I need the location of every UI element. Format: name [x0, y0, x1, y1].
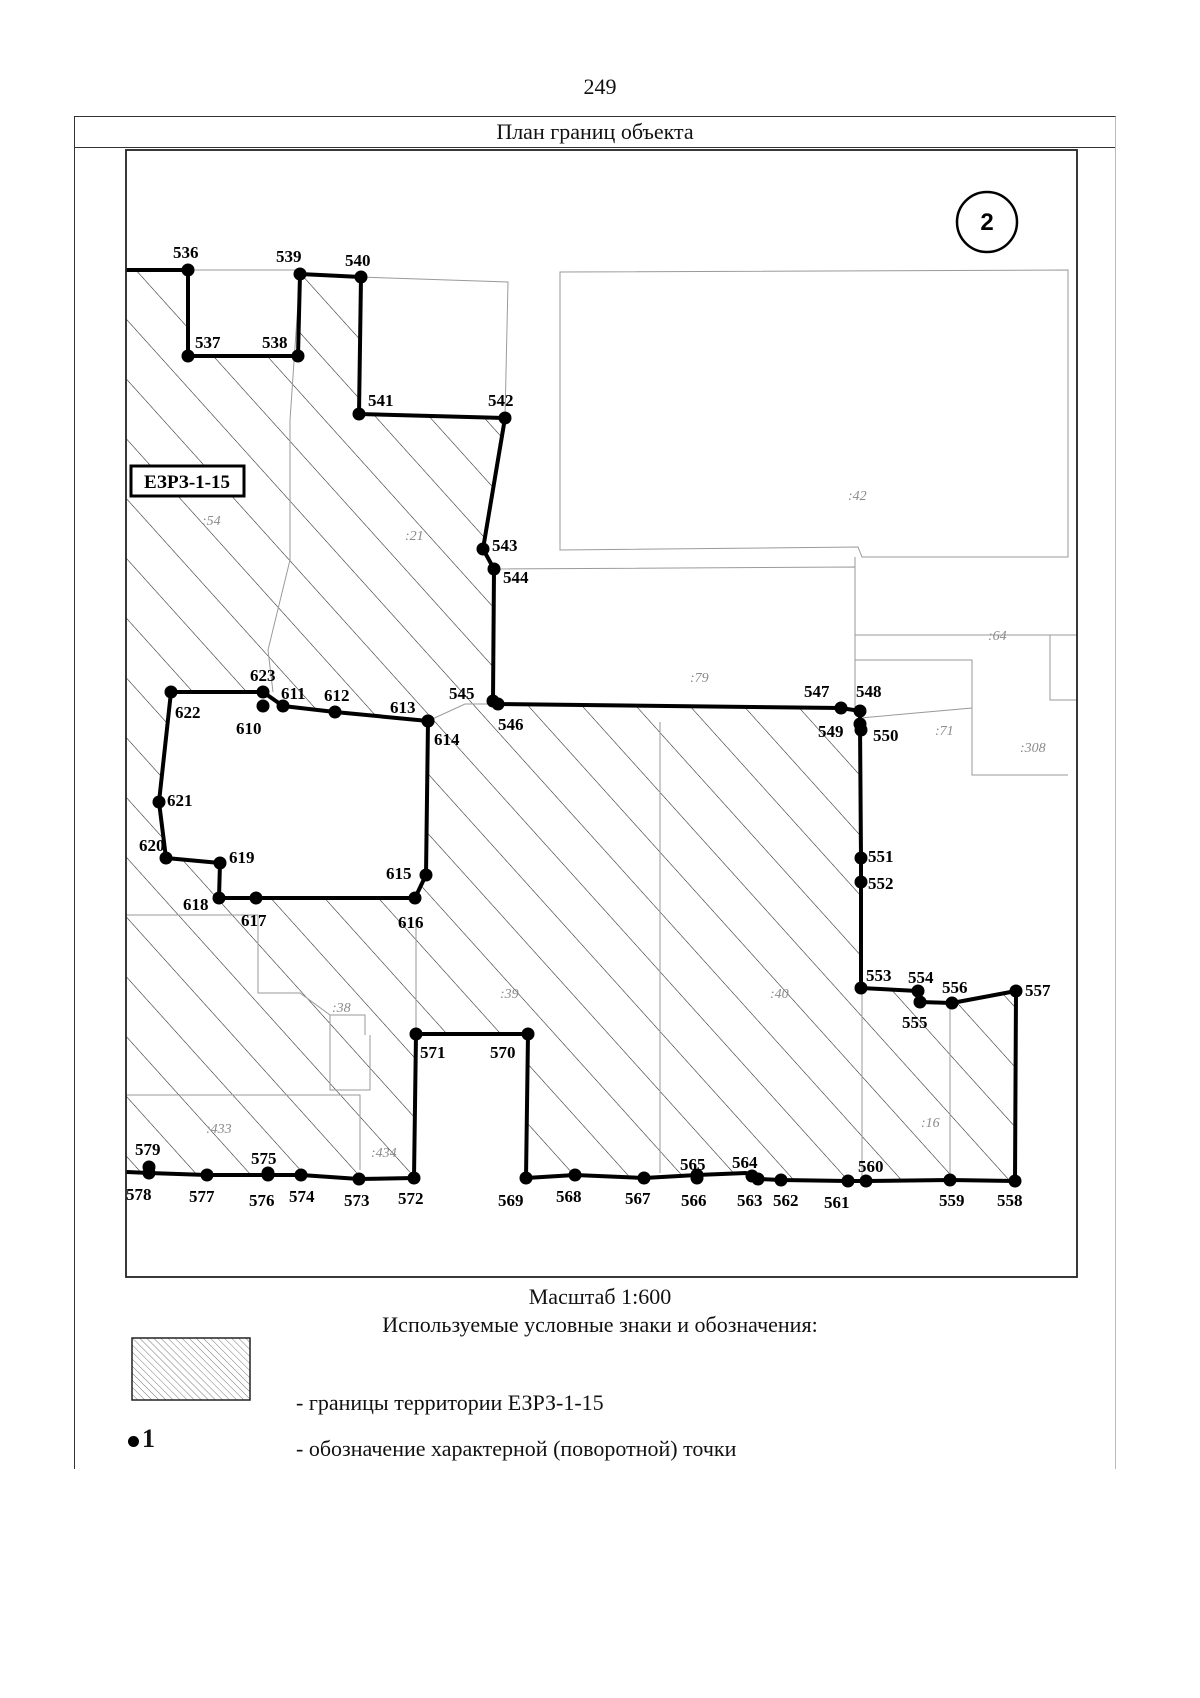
- point-label: 566: [681, 1191, 707, 1210]
- parcel-label: :71: [935, 724, 954, 739]
- point-marker: [854, 705, 867, 718]
- legend-point-number: 1: [142, 1424, 155, 1453]
- point-label: 550: [873, 726, 899, 745]
- point-label: 610: [236, 719, 262, 738]
- point-marker: [855, 876, 868, 889]
- point-label: 542: [488, 391, 514, 410]
- point-label: 551: [868, 847, 894, 866]
- point-marker: [182, 350, 195, 363]
- point-marker: [855, 724, 868, 737]
- point-label: 562: [773, 1191, 799, 1210]
- point-marker: [165, 686, 178, 699]
- point-label: 613: [390, 698, 416, 717]
- page-number: 249: [583, 74, 617, 99]
- point-marker: [353, 408, 366, 421]
- point-label: 540: [345, 251, 371, 270]
- point-marker: [355, 271, 368, 284]
- point-label: 541: [368, 391, 394, 410]
- point-marker: [488, 563, 501, 576]
- point-label: 558: [997, 1191, 1023, 1210]
- point-marker: [842, 1175, 855, 1188]
- point-marker: [410, 1028, 423, 1041]
- parcel-label: :38: [332, 1001, 351, 1016]
- point-label: 553: [866, 966, 892, 985]
- point-marker: [569, 1169, 582, 1182]
- parcel-label: :21: [405, 529, 424, 544]
- point-marker: [250, 892, 263, 905]
- point-label: 612: [324, 686, 350, 705]
- point-marker: [408, 1172, 421, 1185]
- legend-point-symbol: [128, 1424, 155, 1454]
- point-label: 561: [824, 1193, 850, 1212]
- point-label: 568: [556, 1187, 582, 1206]
- point-label: 611: [281, 684, 306, 703]
- point-marker: [860, 1175, 873, 1188]
- point-marker: [292, 350, 305, 363]
- point-label: 614: [434, 730, 460, 749]
- parcel-label: :308: [1020, 741, 1046, 756]
- point-label: 571: [420, 1043, 446, 1062]
- point-marker: [257, 686, 270, 699]
- sheet-number: 2: [980, 209, 994, 236]
- point-marker: [295, 1169, 308, 1182]
- point-label: 573: [344, 1191, 370, 1210]
- point-label: 547: [804, 682, 830, 701]
- point-marker: [855, 852, 868, 865]
- point-label: 618: [183, 895, 209, 914]
- point-label: 577: [189, 1187, 215, 1206]
- point-label: 565: [680, 1155, 706, 1174]
- point-marker: [477, 543, 490, 556]
- point-marker: [492, 698, 505, 711]
- point-marker: [353, 1173, 366, 1186]
- point-marker: [775, 1174, 788, 1187]
- point-label: 574: [289, 1187, 315, 1206]
- parcel-label: :433: [206, 1122, 232, 1137]
- point-marker: [1009, 1175, 1022, 1188]
- parcel-label: :40: [770, 987, 789, 1002]
- point-marker: [213, 892, 226, 905]
- point-label: 555: [902, 1013, 928, 1032]
- point-marker: [1010, 985, 1023, 998]
- legend-hatch-text: - границы территории ЕЗРЗ-1-15: [296, 1390, 604, 1415]
- point-marker: [262, 1169, 275, 1182]
- point-marker: [946, 997, 959, 1010]
- legend-heading: Используемые условные знаки и обозначения:: [382, 1312, 818, 1337]
- point-label: 576: [249, 1191, 275, 1210]
- point-label: 569: [498, 1191, 524, 1210]
- point-marker: [422, 715, 435, 728]
- point-marker: [914, 996, 927, 1009]
- point-marker: [944, 1174, 957, 1187]
- point-label: 616: [398, 913, 424, 932]
- point-label: 537: [195, 333, 221, 352]
- point-marker: [409, 892, 422, 905]
- point-label: 557: [1025, 981, 1051, 1000]
- point-marker: [201, 1169, 214, 1182]
- point-marker: [257, 700, 270, 713]
- scale-label: Масштаб 1:600: [528, 1284, 672, 1309]
- point-label: 567: [625, 1189, 651, 1208]
- parcel-label: :434: [371, 1146, 397, 1161]
- point-marker: [638, 1172, 651, 1185]
- point-label: 623: [250, 666, 276, 685]
- sheet-number-badge: [957, 192, 1017, 252]
- point-label: 539: [276, 247, 302, 266]
- point-label: 622: [175, 703, 201, 722]
- zone-label: ЕЗРЗ-1-15: [144, 472, 230, 493]
- point-label: 556: [942, 978, 968, 997]
- parcel-label: :39: [500, 987, 519, 1002]
- point-label: 579: [135, 1140, 161, 1159]
- zone-label-box: [131, 466, 244, 496]
- legend-hatch-swatch: [131, 1337, 251, 1401]
- point-label: 563: [737, 1191, 763, 1210]
- point-label: 615: [386, 864, 412, 883]
- point-label: 575: [251, 1149, 277, 1168]
- point-label: 554: [908, 968, 934, 987]
- point-label: 559: [939, 1191, 965, 1210]
- point-label: 546: [498, 715, 524, 734]
- point-label: 578: [126, 1185, 152, 1204]
- parcel-label: :42: [848, 489, 867, 504]
- point-label: 549: [818, 722, 844, 741]
- point-label: 572: [398, 1189, 424, 1208]
- point-label: 536: [173, 243, 199, 262]
- point-label: 570: [490, 1043, 516, 1062]
- point-marker: [520, 1172, 533, 1185]
- point-label: 564: [732, 1153, 758, 1172]
- point-marker: [420, 869, 433, 882]
- point-label: 619: [229, 848, 255, 867]
- point-label: 543: [492, 536, 518, 555]
- point-marker: [522, 1028, 535, 1041]
- point-marker: [143, 1161, 156, 1174]
- parcel-label: :54: [202, 514, 221, 529]
- legend-point-text: - обозначение характерной (поворотной) точки: [296, 1436, 737, 1461]
- point-dot-icon: [128, 1436, 139, 1447]
- point-marker: [329, 706, 342, 719]
- point-label: 617: [241, 911, 267, 930]
- point-marker: [499, 412, 512, 425]
- parcel-label: :64: [988, 629, 1007, 644]
- point-marker: [153, 796, 166, 809]
- parcel-label: :79: [690, 671, 709, 686]
- point-label: 548: [856, 682, 882, 701]
- point-label: 544: [503, 568, 529, 587]
- point-marker: [835, 702, 848, 715]
- parcel-label: :16: [921, 1116, 940, 1131]
- point-label: 560: [858, 1157, 884, 1176]
- plan-title: План границ объекта: [496, 119, 694, 144]
- point-label: 552: [868, 874, 894, 893]
- point-marker: [214, 857, 227, 870]
- point-marker: [294, 268, 307, 281]
- point-label: 545: [449, 684, 475, 703]
- point-label: 538: [262, 333, 288, 352]
- point-label: 621: [167, 791, 193, 810]
- point-label: 620: [139, 836, 165, 855]
- point-marker: [182, 264, 195, 277]
